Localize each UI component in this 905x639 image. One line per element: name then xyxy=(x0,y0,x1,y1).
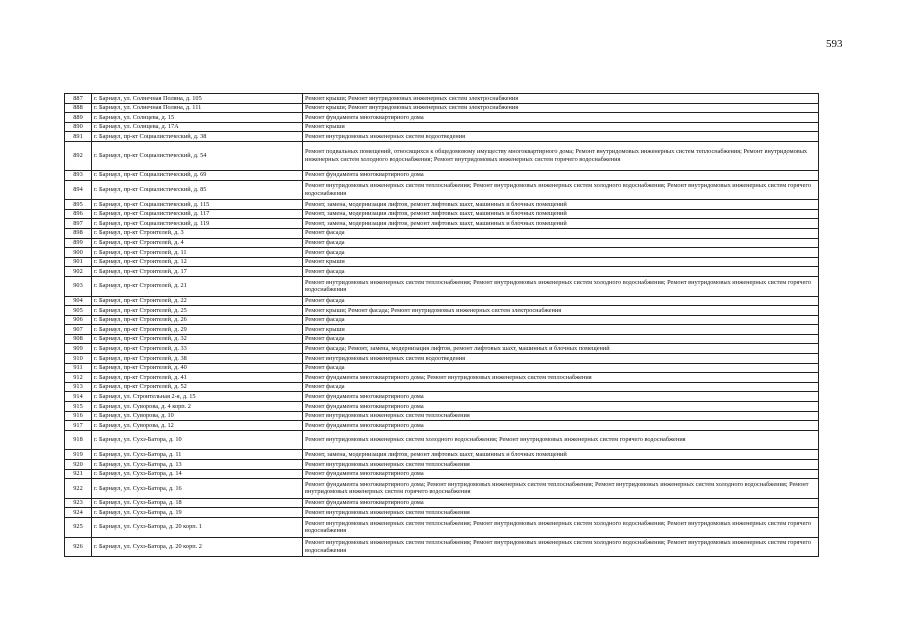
row-work-type: Ремонт фундамента многоквартирного дома xyxy=(303,392,819,402)
row-work-type: Ремонт крыши; Ремонт внутридомовых инженерных систем электроснабжения xyxy=(303,94,819,104)
row-work-type: Ремонт крыши xyxy=(303,325,819,335)
row-address: г. Барнаул, пр-кт Строителей, д. 25 xyxy=(92,306,303,316)
page-number: 593 xyxy=(826,38,843,50)
row-number: 920 xyxy=(65,460,92,470)
row-number: 925 xyxy=(65,517,92,537)
table-row xyxy=(65,141,819,170)
row-number: 907 xyxy=(65,325,92,335)
row-work-type: Ремонт фасада xyxy=(303,363,819,373)
row-work-type: Ремонт фундамента многоквартирного дома xyxy=(303,421,819,431)
row-work-type: Ремонт фасада xyxy=(303,238,819,248)
row-number: 906 xyxy=(65,315,92,325)
row-number: 908 xyxy=(65,334,92,344)
row-work-type: Ремонт фундамента многоквартирного дома; Ремонт внутридомовых инженерных систем теплоснабжения; Ремонт внутридомовых инженерных систем холодного водоснабжения; Ремонт внутридомовых инженерных систем горячего водоснабжения xyxy=(303,479,819,499)
table-row xyxy=(65,132,819,142)
row-address: г. Барнаул, пр-кт Строителей, д. 33 xyxy=(92,344,303,354)
row-address: г. Барнаул, ул. Суворова, д. 10 xyxy=(92,411,303,421)
row-number: 901 xyxy=(65,257,92,267)
row-address: г. Барнаул, пр-кт Строителей, д. 11 xyxy=(92,248,303,258)
row-work-type: Ремонт подвальных помещений, относящихся к общедомовому имуществу многоквартирного дома; Ремонт внутридомовых инженерных систем теплоснабжения; Ремонт внутридомовых инженерных систем холодного водоснабжения; Ремонт внутридомовых инженерных систем горячего водоснабжения xyxy=(303,141,819,170)
table-row xyxy=(65,460,819,470)
row-work-type: Ремонт фасада xyxy=(303,267,819,277)
table-row xyxy=(65,228,819,238)
row-number: 915 xyxy=(65,402,92,412)
row-address: г. Барнаул, ул. Солнцева, д. 15 xyxy=(92,113,303,123)
row-address: г. Барнаул, пр-кт Строителей, д. 12 xyxy=(92,257,303,267)
row-work-type: Ремонт, замена, модернизация лифтов, ремонт лифтовых шахт, машинных и блочных помещений xyxy=(303,209,819,219)
row-work-type: Ремонт фасада xyxy=(303,382,819,392)
table-row xyxy=(65,517,819,537)
table-row xyxy=(65,430,819,450)
row-work-type: Ремонт крыши; Ремонт внутридомовых инженерных систем электроснабжения xyxy=(303,103,819,113)
row-address: г. Барнаул, пр-кт Строителей, д. 40 xyxy=(92,363,303,373)
row-work-type: Ремонт крыши xyxy=(303,257,819,267)
row-work-type: Ремонт фундамента многоквартирного дома xyxy=(303,113,819,123)
row-address: г. Барнаул, пр-кт Социалистический, д. 85 xyxy=(92,180,303,200)
row-work-type: Ремонт фундамента многоквартирного дома xyxy=(303,469,819,479)
row-number: 905 xyxy=(65,306,92,316)
row-number: 900 xyxy=(65,248,92,258)
row-number: 910 xyxy=(65,354,92,364)
row-number: 893 xyxy=(65,170,92,180)
row-number: 909 xyxy=(65,344,92,354)
row-address: г. Барнаул, ул. Суворова, д. 12 xyxy=(92,421,303,431)
row-address: г. Барнаул, ул. Строительная 2-я, д. 15 xyxy=(92,392,303,402)
row-work-type: Ремонт крыши xyxy=(303,122,819,132)
row-work-type: Ремонт внутридомовых инженерных систем теплоснабжения; Ремонт внутридомовых инженерных систем холодного водоснабжения; Ремонт внутридомовых инженерных систем горячего водоснабжения xyxy=(303,517,819,537)
repair-table xyxy=(64,93,819,557)
row-address: г. Барнаул, ул. Солнечная Поляна, д. 105 xyxy=(92,94,303,104)
table-row xyxy=(65,103,819,113)
row-address: г. Барнаул, пр-кт Строителей, д. 3 xyxy=(92,228,303,238)
row-number: 894 xyxy=(65,180,92,200)
table-row xyxy=(65,354,819,364)
row-number: 913 xyxy=(65,382,92,392)
table-row xyxy=(65,402,819,412)
row-work-type: Ремонт фундамента многоквартирного дома xyxy=(303,498,819,508)
row-address: г. Барнаул, пр-кт Социалистический, д. 38 xyxy=(92,132,303,142)
row-work-type: Ремонт внутридомовых инженерных систем холодного водоснабжения; Ремонт внутридомовых инженерных систем горячего водоснабжения xyxy=(303,430,819,450)
repair-table-grid xyxy=(64,93,819,557)
row-number: 888 xyxy=(65,103,92,113)
row-address: г. Барнаул, ул. Сухэ-Батора, д. 19 xyxy=(92,508,303,518)
table-row xyxy=(65,363,819,373)
row-address: г. Барнаул, пр-кт Строителей, д. 26 xyxy=(92,315,303,325)
row-address: г. Барнаул, пр-кт Строителей, д. 32 xyxy=(92,334,303,344)
row-number: 891 xyxy=(65,132,92,142)
row-work-type: Ремонт крыши; Ремонт фасада; Ремонт внутридомовых инженерных систем электроснабжения xyxy=(303,306,819,316)
row-address: г. Барнаул, ул. Солнечная Поляна, д. 111 xyxy=(92,103,303,113)
row-number: 896 xyxy=(65,209,92,219)
row-number: 917 xyxy=(65,421,92,431)
row-work-type: Ремонт, замена, модернизация лифтов, ремонт лифтовых шахт, машинных и блочных помещений xyxy=(303,219,819,229)
row-address: г. Барнаул, пр-кт Социалистический, д. 117 xyxy=(92,209,303,219)
row-address: г. Барнаул, ул. Сухэ-Батора, д. 18 xyxy=(92,498,303,508)
table-row xyxy=(65,382,819,392)
table-row xyxy=(65,238,819,248)
row-address: г. Барнаул, пр-кт Строителей, д. 29 xyxy=(92,325,303,335)
row-address: г. Барнаул, пр-кт Строителей, д. 17 xyxy=(92,267,303,277)
row-address: г. Барнаул, ул. Сухэ-Батора, д. 16 xyxy=(92,479,303,499)
row-number: 902 xyxy=(65,267,92,277)
row-work-type: Ремонт внутридомовых инженерных систем теплоснабжения xyxy=(303,460,819,470)
table-row xyxy=(65,392,819,402)
row-work-type: Ремонт внутридомовых инженерных систем теплоснабжения xyxy=(303,508,819,518)
table-row xyxy=(65,450,819,460)
row-number: 898 xyxy=(65,228,92,238)
row-number: 897 xyxy=(65,219,92,229)
row-work-type: Ремонт фундамента многоквартирного дома xyxy=(303,170,819,180)
row-address: г. Барнаул, пр-кт Строителей, д. 38 xyxy=(92,354,303,364)
row-number: 911 xyxy=(65,363,92,373)
table-row xyxy=(65,479,819,499)
table-row xyxy=(65,498,819,508)
table-row xyxy=(65,122,819,132)
table-row xyxy=(65,411,819,421)
table-row xyxy=(65,315,819,325)
row-work-type: Ремонт внутридомовых инженерных систем теплоснабжения; Ремонт внутридомовых инженерных систем холодного водоснабжения; Ремонт внутридомовых инженерных систем горячего водоснабжения xyxy=(303,537,819,557)
table-row xyxy=(65,276,819,296)
row-work-type: Ремонт фасада xyxy=(303,228,819,238)
table-row xyxy=(65,325,819,335)
row-work-type: Ремонт фундамента многоквартирного дома xyxy=(303,402,819,412)
row-address: г. Барнаул, пр-кт Социалистический, д. 115 xyxy=(92,200,303,210)
row-number: 887 xyxy=(65,94,92,104)
table-row xyxy=(65,296,819,306)
row-number: 889 xyxy=(65,113,92,123)
row-number: 892 xyxy=(65,141,92,170)
row-work-type: Ремонт, замена, модернизация лифтов, ремонт лифтовых шахт, машинных и блочных помещений xyxy=(303,200,819,210)
table-row xyxy=(65,373,819,383)
table-row xyxy=(65,537,819,557)
row-work-type: Ремонт внутридомовых инженерных систем теплоснабжения; Ремонт внутридомовых инженерных систем холодного водоснабжения; Ремонт внутридомовых инженерных систем горячего водоснабжения xyxy=(303,180,819,200)
row-number: 919 xyxy=(65,450,92,460)
row-number: 918 xyxy=(65,430,92,450)
row-work-type: Ремонт фасада xyxy=(303,334,819,344)
row-number: 904 xyxy=(65,296,92,306)
row-address: г. Барнаул, ул. Суворова, д. 4 корп. 2 xyxy=(92,402,303,412)
table-row xyxy=(65,334,819,344)
row-work-type: Ремонт внутридомовых инженерных систем теплоснабжения xyxy=(303,411,819,421)
row-address: г. Барнаул, пр-кт Строителей, д. 52 xyxy=(92,382,303,392)
row-work-type: Ремонт фасада xyxy=(303,315,819,325)
row-address: г. Барнаул, ул. Сухэ-Батора, д. 11 xyxy=(92,450,303,460)
row-number: 922 xyxy=(65,479,92,499)
row-number: 912 xyxy=(65,373,92,383)
row-work-type: Ремонт, замена, модернизация лифтов, ремонт лифтовых шахт, машинных и блочных помещений xyxy=(303,450,819,460)
row-number: 895 xyxy=(65,200,92,210)
row-address: г. Барнаул, пр-кт Социалистический, д. 69 xyxy=(92,170,303,180)
row-address: г. Барнаул, пр-кт Строителей, д. 21 xyxy=(92,276,303,296)
table-row xyxy=(65,257,819,267)
row-address: г. Барнаул, пр-кт Строителей, д. 22 xyxy=(92,296,303,306)
table-row xyxy=(65,421,819,431)
table-row xyxy=(65,170,819,180)
row-number: 916 xyxy=(65,411,92,421)
row-address: г. Барнаул, ул. Солнцева, д. 17А xyxy=(92,122,303,132)
row-work-type: Ремонт внутридомовых инженерных систем водоотведения xyxy=(303,354,819,364)
table-row xyxy=(65,209,819,219)
row-number: 923 xyxy=(65,498,92,508)
row-work-type: Ремонт фасада; Ремонт, замена, модернизация лифтов, ремонт лифтовых шахт, машинных и блочных помещений xyxy=(303,344,819,354)
table-row xyxy=(65,180,819,200)
row-work-type: Ремонт внутридомовых инженерных систем водоотведения xyxy=(303,132,819,142)
row-address: г. Барнаул, пр-кт Строителей, д. 41 xyxy=(92,373,303,383)
table-row xyxy=(65,267,819,277)
row-number: 926 xyxy=(65,537,92,557)
table-row xyxy=(65,469,819,479)
table-row xyxy=(65,248,819,258)
row-address: г. Барнаул, пр-кт Социалистический, д. 119 xyxy=(92,219,303,229)
repair-table-body xyxy=(65,94,819,557)
table-row xyxy=(65,508,819,518)
table-row xyxy=(65,94,819,104)
table-row xyxy=(65,219,819,229)
row-number: 903 xyxy=(65,276,92,296)
table-row xyxy=(65,344,819,354)
row-work-type: Ремонт внутридомовых инженерных систем теплоснабжения; Ремонт внутридомовых инженерных систем холодного водоснабжения; Ремонт внутридомовых инженерных систем горячего водоснабжения xyxy=(303,276,819,296)
row-address: г. Барнаул, пр-кт Строителей, д. 4 xyxy=(92,238,303,248)
table-row xyxy=(65,200,819,210)
row-address: г. Барнаул, ул. Сухэ-Батора, д. 13 xyxy=(92,460,303,470)
row-address: г. Барнаул, пр-кт Социалистический, д. 54 xyxy=(92,141,303,170)
row-work-type: Ремонт фундамента многоквартирного дома; Ремонт внутридомовых инженерных систем теплоснабжения xyxy=(303,373,819,383)
row-number: 924 xyxy=(65,508,92,518)
table-row xyxy=(65,113,819,123)
row-address: г. Барнаул, ул. Сухэ-Батора, д. 10 xyxy=(92,430,303,450)
row-number: 899 xyxy=(65,238,92,248)
row-work-type: Ремонт фасада xyxy=(303,248,819,258)
row-number: 914 xyxy=(65,392,92,402)
row-number: 921 xyxy=(65,469,92,479)
row-work-type: Ремонт фасада xyxy=(303,296,819,306)
row-address: г. Барнаул, ул. Сухэ-Батора, д. 20 корп. 1 xyxy=(92,517,303,537)
table-row xyxy=(65,306,819,316)
row-address: г. Барнаул, ул. Сухэ-Батора, д. 20 корп. 2 xyxy=(92,537,303,557)
row-number: 890 xyxy=(65,122,92,132)
row-address: г. Барнаул, ул. Сухэ-Батора, д. 14 xyxy=(92,469,303,479)
